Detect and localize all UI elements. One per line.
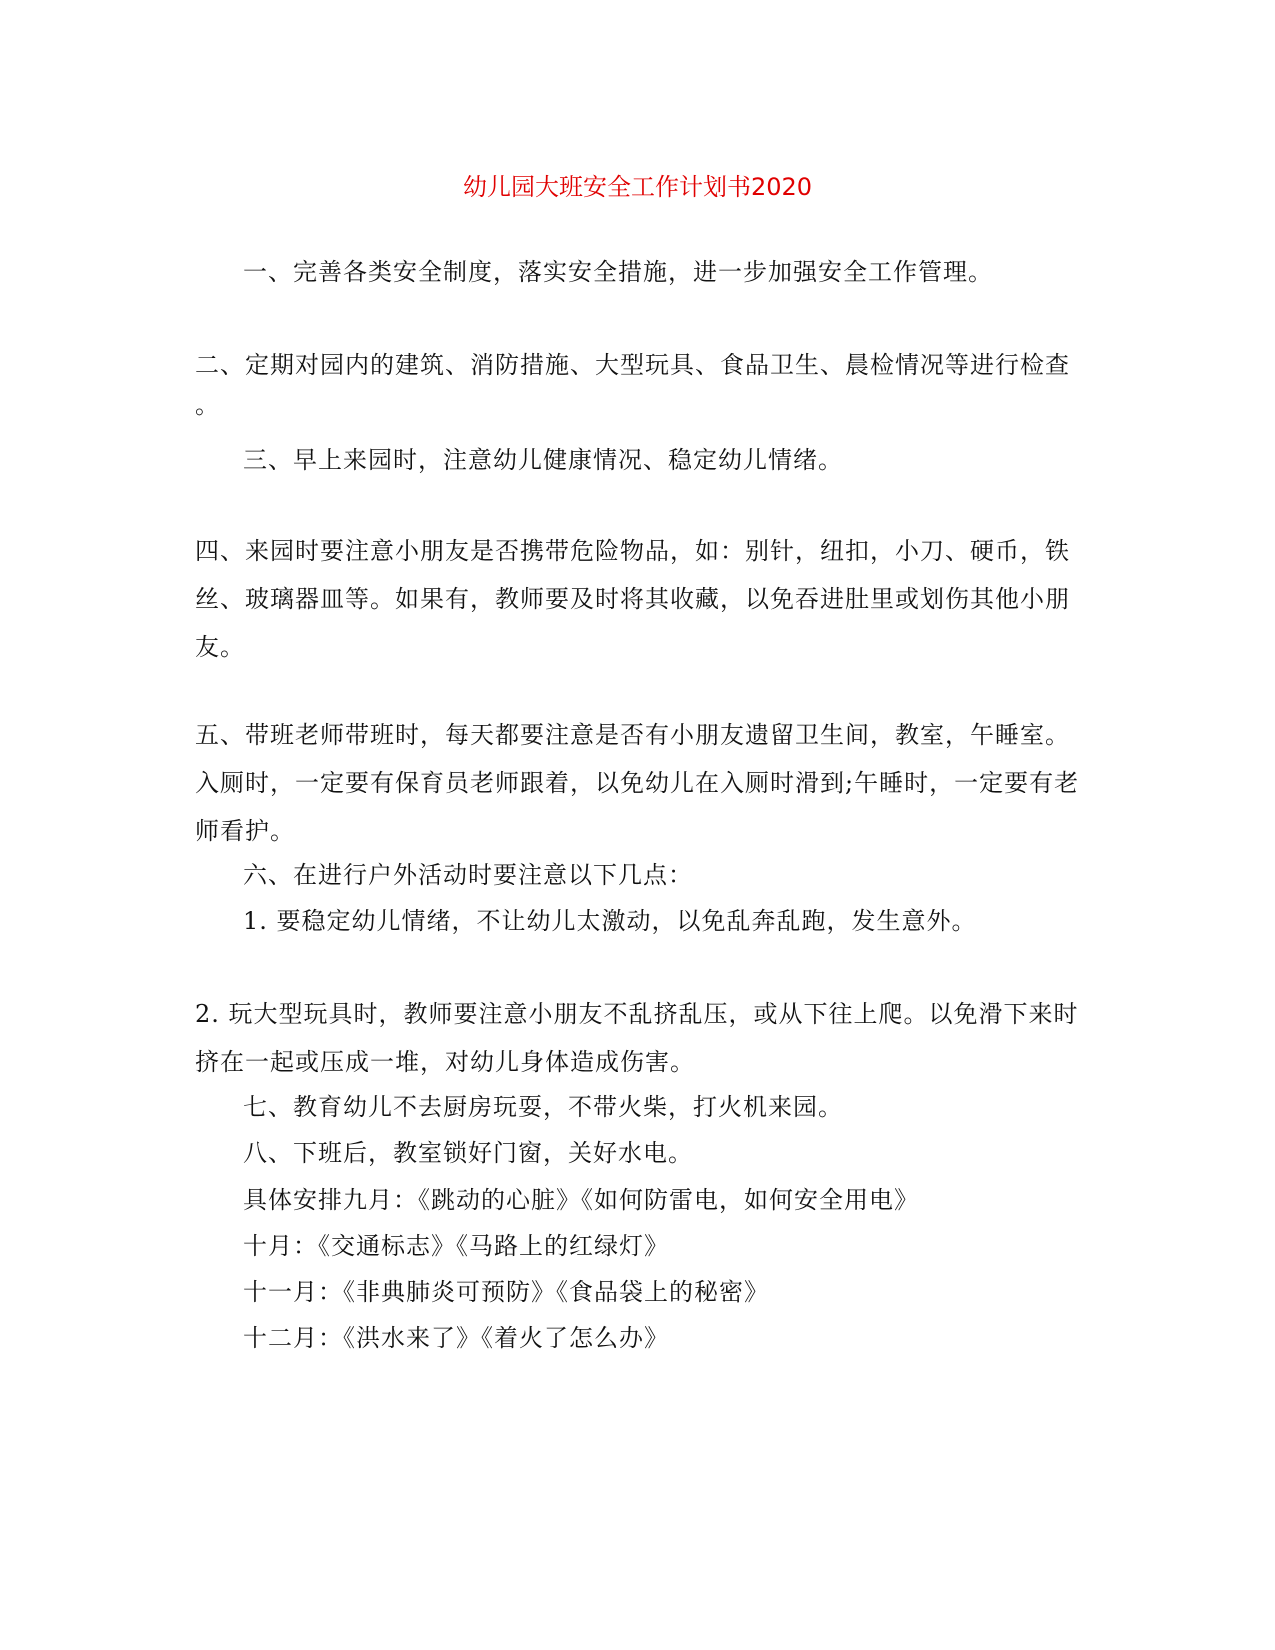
paragraph-5 xyxy=(195,711,1080,855)
paragraph-8-line-2: 挤在一起或压成一堆，对幼儿身体造成伤害。 xyxy=(195,1048,695,1076)
paragraph-2-line-2: 。 xyxy=(195,391,220,419)
paragraph-2-line-1: 二、定期对园内的建筑、消防措施、大型玩具、食品卫生、晨检情况等进行检查 xyxy=(195,351,1070,379)
paragraph-8-line-1: 2. 玩大型玩具时，教师要注意小朋友不乱挤乱压，或从下往上爬。以免滑下来时 xyxy=(195,1000,1079,1028)
paragraph-4-line-2: 丝、玻璃器皿等。如果有，教师要及时将其收藏，以免吞进肚里或划伤其他小朋 xyxy=(195,585,1070,613)
paragraph-14: 十二月：《洪水来了》《着火了怎么办》 xyxy=(243,1324,669,1352)
paragraph-5-line-2: 入厕时，一定要有保育员老师跟着，以免幼儿在入厕时滑到;午睡时，一定要有老 xyxy=(195,769,1080,797)
paragraph-13: 十一月：《非典肺炎可预防》《食品袋上的秘密》 xyxy=(243,1278,769,1306)
paragraph-3: 三、早上来园时，注意幼儿健康情况、稳定幼儿情绪。 xyxy=(243,446,843,474)
paragraph-8 xyxy=(195,990,1079,1086)
document-title: 幼儿园大班安全工作计划书2020 xyxy=(462,173,813,201)
paragraph-10: 八、下班后，教室锁好门窗，关好水电。 xyxy=(243,1139,693,1167)
paragraph-6: 六、在进行户外活动时要注意以下几点： xyxy=(243,861,693,889)
paragraph-7: 1. 要稳定幼儿情绪，不让幼儿太激动，以免乱奔乱跑，发生意外。 xyxy=(243,907,977,935)
paragraph-12: 十月：《交通标志》《马路上的红绿灯》 xyxy=(243,1232,669,1260)
paragraph-11: 具体安排九月：《跳动的心脏》《如何防雷电，如何安全用电》 xyxy=(243,1186,919,1214)
paragraph-1: 一、完善各类安全制度，落实安全措施，进一步加强安全工作管理。 xyxy=(243,258,993,286)
paragraph-5-line-3: 师看护。 xyxy=(195,817,295,845)
paragraph-4-line-1: 四、来园时要注意小朋友是否携带危险物品，如：别针，纽扣，小刀、硬币，铁 xyxy=(195,537,1070,565)
paragraph-4 xyxy=(195,527,1075,671)
paragraph-4-line-3: 友。 xyxy=(195,633,245,661)
paragraph-2 xyxy=(195,341,1075,429)
paragraph-5-line-1: 五、带班老师带班时，每天都要注意是否有小朋友遗留卫生间，教室，午睡室。 xyxy=(195,721,1070,749)
paragraph-9: 七、教育幼儿不去厨房玩耍，不带火柴，打火机来园。 xyxy=(243,1093,843,1121)
